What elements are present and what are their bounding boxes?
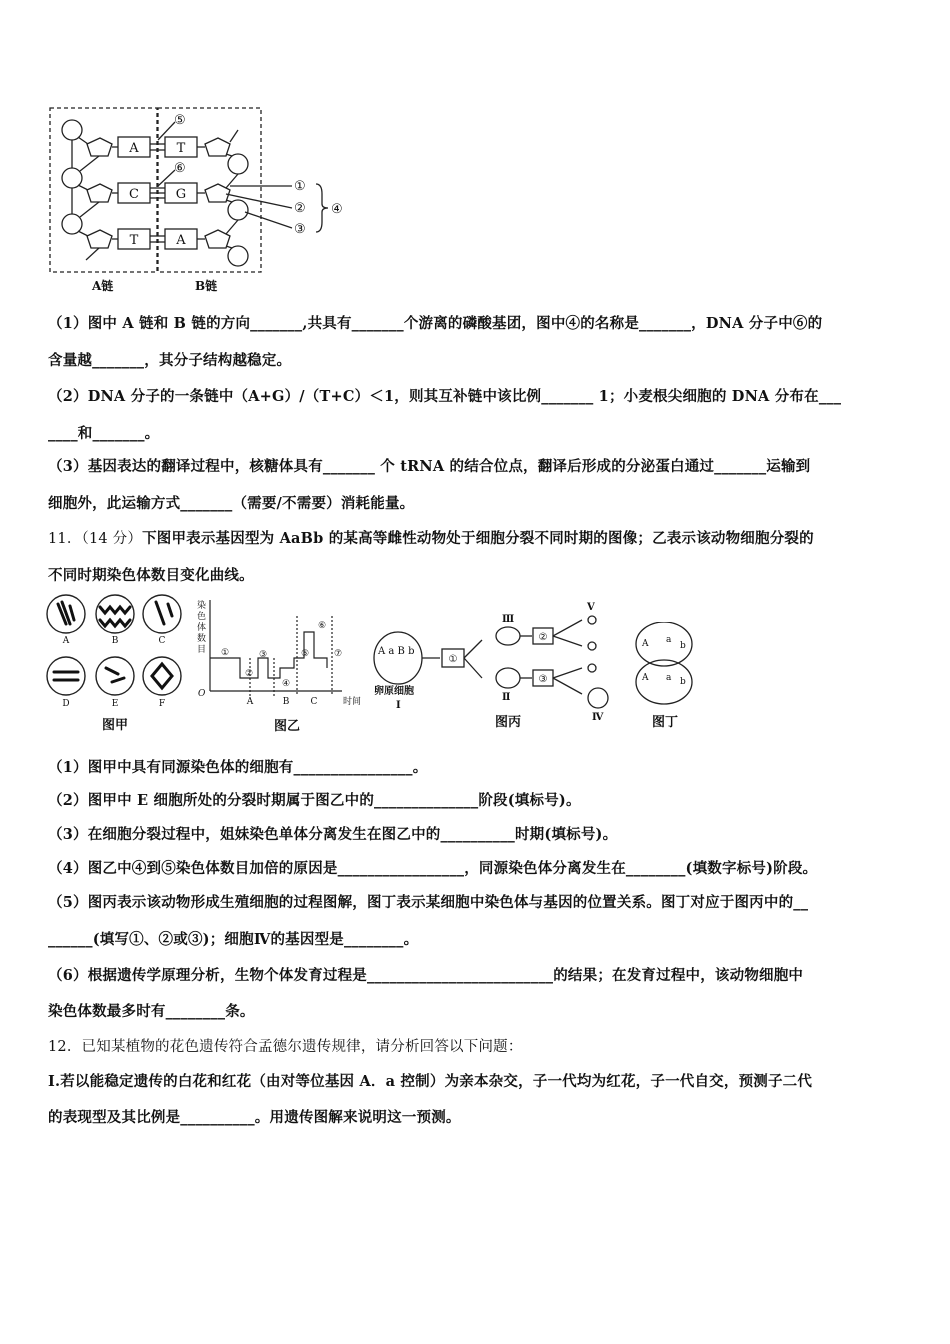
figure-yi-curve (192, 596, 372, 734)
q11-sub-6b: 染色体数最多时有________条。 (48, 1003, 255, 1020)
gene-label: A a B b (378, 646, 415, 657)
figure-ding-cell (630, 622, 710, 734)
base-label: T (176, 141, 186, 156)
q10-line-3: （2）DNA 分子的一条链中（A+G）/（T+C）＜1，则其互补链中该比例_______ 1；小麦根尖细胞的 DNA 分布在___ (48, 388, 842, 405)
q11-sub-1: （1）图甲中具有同源染色体的细胞有________________。 (48, 759, 428, 776)
step-label: ② (538, 632, 548, 643)
cell-label: D (62, 699, 70, 709)
sugar-pentagon (205, 230, 230, 248)
y-label-char: 目 (197, 645, 207, 655)
gene-label: A (642, 639, 649, 649)
dna-structure-figure (40, 100, 360, 300)
mark-two: ② (294, 201, 306, 216)
segment-label: ③ (258, 650, 268, 660)
phosphate-circle (228, 154, 248, 174)
gene-label: a (666, 635, 672, 645)
chain-a-label: A链 (92, 279, 114, 293)
figure-caption: 图丙 (494, 715, 522, 730)
phase-label: C (310, 697, 318, 707)
mark-three: ③ (294, 222, 306, 237)
roman-label: Ⅴ (587, 602, 595, 613)
sugar-pentagon (87, 184, 112, 202)
base-label: A (176, 233, 186, 248)
chain-b-label: B链 (195, 279, 218, 293)
y-label-char: 色 (197, 612, 207, 622)
gene-label: b (680, 677, 686, 687)
phase-label: B (282, 697, 290, 707)
roman-label: Ⅲ (502, 614, 515, 625)
roman-label: Ⅳ (592, 712, 604, 723)
segment-label: ① (220, 648, 230, 658)
x-axis-label: 时间 (342, 697, 362, 707)
phosphate-circle (228, 246, 248, 266)
base-label: T (129, 233, 139, 248)
segment-label: ⑦ (333, 649, 343, 659)
q10-line-5: （3）基因表达的翻译过程中，核糖体具有_______ 个 tRNA 的结合位点，翻译后形成的分泌蛋白通过_______运输到 (48, 458, 811, 475)
q11-header-text: 下图甲表示基因型为 AaBb 的某高等雌性动物处于细胞分裂不同时期的图像；乙表示该动物细胞分裂的 (142, 530, 814, 547)
figure-caption: 图乙 (273, 719, 301, 734)
base-label: A (129, 141, 139, 156)
q11-sub-5b: ______(填写①、②或③)；细胞Ⅳ的基因型是________。 (48, 931, 419, 948)
gene-label: a (666, 673, 672, 683)
mark-one: ① (294, 179, 306, 194)
cell-label: C (158, 636, 166, 646)
origin-label: O (198, 689, 206, 699)
base-label: C (129, 187, 139, 202)
q12-line-1: Ⅰ.若以能稳定遗传的白花和红花（由对等位基因 A．a 控制）为亲本杂交，子一代均为红花，子一代自交，预测子二代 (48, 1073, 813, 1090)
segment-label: ② (244, 669, 254, 679)
segment-label: ⑤ (300, 649, 310, 659)
q10-line-2: 含量越_______，其分子结构越稳定。 (48, 352, 292, 369)
sugar-pentagon (87, 230, 112, 248)
base-label: G (175, 187, 187, 202)
figure-bing-process (370, 598, 630, 734)
q11-header-line-2: 不同时期染色体数目变化曲线。 (48, 567, 254, 584)
q12-line-2: 的表现型及其比例是__________。用遗传图解来说明这一预测。 (48, 1109, 461, 1126)
q10-line-6: 细胞外，此运输方式_______（需要/不需要）消耗能量。 (48, 495, 415, 512)
phosphate-circle (228, 200, 248, 220)
segment-label: ⑥ (317, 621, 327, 631)
q10-line-1: （1）图中 A 链和 B 链的方向_______,共具有_______个游离的磷酸基团，图中④的名称是_______，DNA 分子中⑥的 (48, 315, 823, 332)
figure-caption: 图甲 (101, 718, 129, 733)
segment-label: ④ (281, 679, 291, 689)
gene-label: b (680, 641, 686, 651)
sugar-pentagon (205, 184, 230, 202)
roman-label: Ⅰ (396, 700, 401, 711)
y-label-char: 染 (197, 601, 207, 611)
mark-five: ⑤ (174, 113, 186, 128)
y-label-char: 数 (197, 634, 207, 644)
mark-six: ⑥ (174, 161, 186, 176)
cell-label: F (158, 699, 166, 709)
step-label: ③ (538, 674, 548, 685)
q11-sub-2: （2）图甲中 E 细胞所处的分裂时期属于图乙中的______________阶段(填标号)。 (48, 792, 581, 809)
cell-label: A (62, 636, 70, 646)
figure-jia-cells (44, 592, 189, 734)
cell-label: E (111, 699, 119, 709)
oogonium-label: 卵原细胞 (374, 686, 414, 697)
step-label: ① (448, 654, 458, 665)
phase-label: A (246, 697, 254, 707)
gene-label: A (642, 673, 649, 683)
question-number: 11．（14 分） (48, 531, 143, 547)
q12-header: 12．已知某植物的花色遗传符合孟德尔遗传规律，请分析回答以下问题： (48, 1039, 523, 1055)
roman-label: Ⅱ (502, 692, 511, 703)
q11-sub-5a: （5）图丙表示该动物形成生殖细胞的过程图解，图丁表示某细胞中染色体与基因的位置关系。图丁对应于图丙中的__ (48, 894, 809, 911)
q11-sub-6a: （6）根据遗传学原理分析，生物个体发育过程是_________________________的结果；在发育过程中，该动物细胞中 (48, 967, 804, 984)
q10-line-4: ____和_______。 (48, 425, 160, 442)
q11-sub-3: （3）在细胞分裂过程中，姐妹染色单体分离发生在图乙中的__________时期(填标号)。 (48, 826, 618, 843)
figure-caption: 图丁 (651, 715, 679, 730)
q11-header (48, 527, 814, 548)
mark-four: ④ (331, 202, 343, 217)
cell-label: B (111, 636, 119, 646)
q11-sub-4: （4）图乙中④到⑤染色体数目加倍的原因是_________________，同源染色体分离发生在________(填数字标号)阶段。 (48, 860, 818, 877)
sugar-pentagon (205, 138, 230, 156)
y-label-char: 体 (197, 623, 207, 633)
sugar-pentagon (87, 138, 112, 156)
